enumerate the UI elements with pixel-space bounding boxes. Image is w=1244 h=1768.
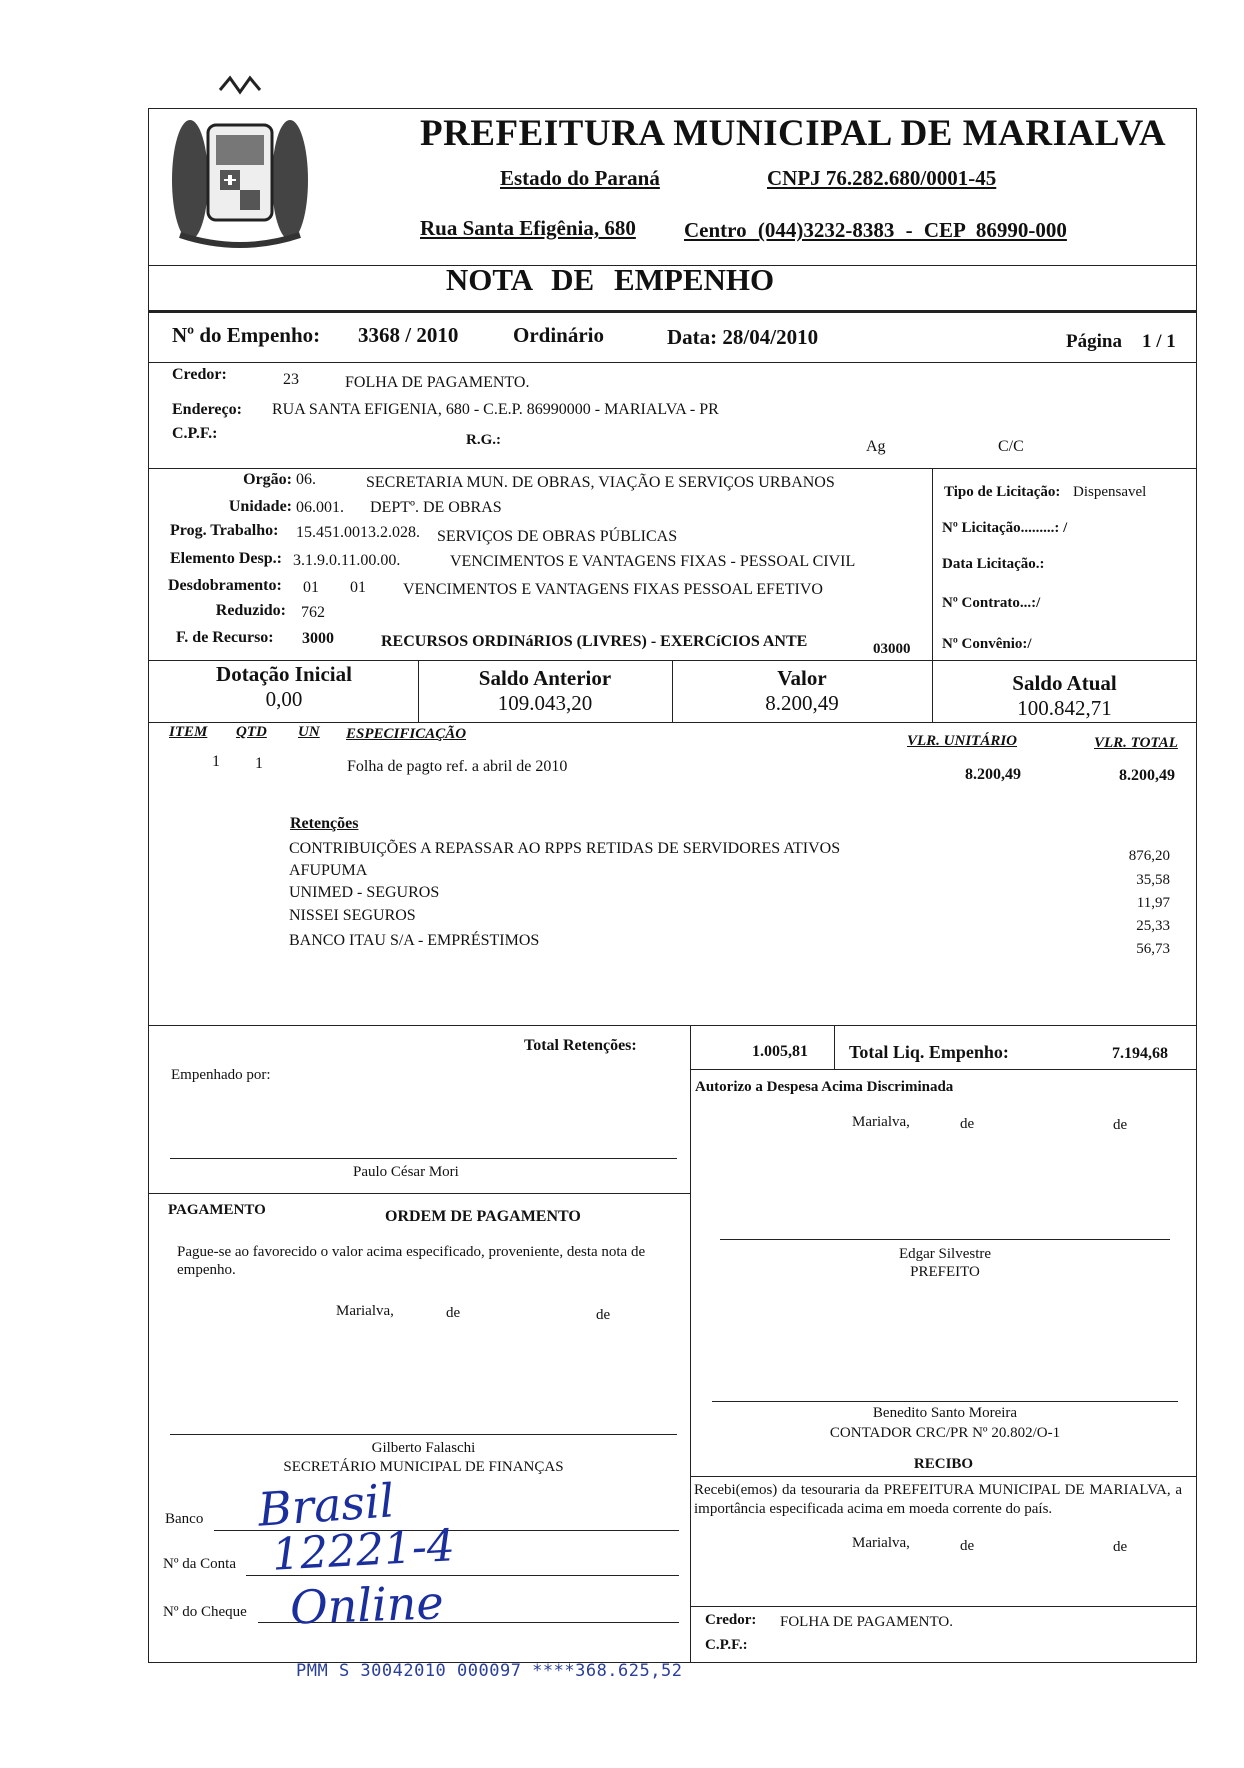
- cnpj-label: CNPJ 76.282.680/0001-45: [767, 166, 997, 190]
- saldo-anterior-label: Saldo Anterior: [478, 666, 612, 690]
- desdobramento-label: Desdobramento:: [168, 577, 282, 594]
- conta-handwritten: 12221-4: [270, 1520, 457, 1581]
- orgao-label: Orgão:: [243, 471, 292, 488]
- item-number: 1: [212, 753, 220, 770]
- recibo-de-1: de: [960, 1538, 975, 1554]
- valor-value: 8.200,49: [765, 691, 839, 715]
- reduzido-value: 762: [301, 604, 325, 621]
- total-liq-value: 7.194,68: [1112, 1045, 1168, 1062]
- contador-role: CONTADOR CRC/PR Nº 20.802/O-1: [829, 1425, 1061, 1441]
- account-label: C/C: [998, 438, 1024, 455]
- retencao-desc: CONTRIBUIÇÕES A REPASSAR AO RPPS RETIDAS DE SERVIDORES ATIVOS: [289, 840, 841, 857]
- street-label: Rua Santa Efigênia, 680: [420, 216, 636, 240]
- recurso-label: F. de Recurso:: [176, 629, 274, 646]
- retencao-value: 876,20: [1128, 848, 1170, 864]
- recibo-credor-label: Credor:: [705, 1612, 757, 1628]
- credor-code: 23: [283, 371, 299, 388]
- col-especificacao: ESPECIFICAÇÃO: [346, 726, 467, 742]
- endereco-label: Endereço:: [172, 401, 242, 418]
- cheque-handwritten: Online: [289, 1575, 445, 1635]
- recibo-title: RECIBO: [913, 1456, 974, 1472]
- municipality-title: PREFEITURA MUNICIPAL DE MARIALVA: [420, 113, 1167, 154]
- left-city: Marialva,: [336, 1303, 394, 1319]
- banco-handwritten: Brasil: [256, 1473, 396, 1537]
- signer-paulo: Paulo César Mori: [353, 1164, 459, 1180]
- total-retencoes-label: Total Retenções:: [524, 1037, 637, 1054]
- saldo-atual-label: Saldo Atual: [1012, 671, 1117, 695]
- autorizo-despesa: Autorizo a Despesa Acima Discriminada: [695, 1079, 954, 1095]
- recurso-name: RECURSOS ORDINáRIOS (LIVRES) - EXERCíCIOS ANTE: [381, 633, 808, 650]
- left-de-2: de: [596, 1307, 611, 1323]
- prog-label: Prog. Trabalho:: [170, 522, 279, 539]
- col-item: ITEM: [169, 724, 208, 740]
- orgao-name: SECRETARIA MUN. DE OBRAS, VIAÇÃO E SERVIÇOS URBANOS: [366, 474, 835, 491]
- dotacao-label: Dotação Inicial: [216, 662, 352, 686]
- page-label: Página: [1066, 331, 1122, 352]
- endereco-value: RUA SANTA EFIGENIA, 680 - C.E.P. 86990000 - MARIALVA - PR: [272, 401, 719, 418]
- document-title: NOTA DE EMPENHO: [445, 262, 775, 297]
- address-contact: Centro (044)3232-8383 - CEP 86990-000: [684, 218, 1067, 242]
- signer-gilberto-name: Gilberto Falaschi: [371, 1440, 476, 1456]
- cpf-label: C.P.F.:: [172, 425, 218, 442]
- retencao-desc: AFUPUMA: [289, 862, 368, 879]
- saldo-atual-value: 100.842,71: [1017, 696, 1112, 720]
- right-city: Marialva,: [852, 1114, 910, 1130]
- retencao-desc: UNIMED - SEGUROS: [289, 884, 440, 901]
- conta-label: Nº da Conta: [163, 1556, 236, 1572]
- empenhado-por-label: Empenhado por:: [171, 1067, 271, 1083]
- numero-convenio: Nº Convênio:/: [942, 636, 1032, 652]
- retencao-value: 11,97: [1136, 895, 1170, 911]
- elemento-name: VENCIMENTOS E VANTAGENS FIXAS - PESSOAL CIVIL: [450, 553, 856, 570]
- valor-label: Valor: [777, 666, 827, 690]
- item-vlr-unitario: 8.200,49: [965, 766, 1021, 783]
- retencao-desc: BANCO ITAU S/A - EMPRÉSTIMOS: [289, 932, 540, 949]
- payment-stamp: PMM S 30042010 000097 ****368.625,52: [296, 1661, 683, 1681]
- total-liq-label: Total Liq. Empenho:: [849, 1042, 1009, 1062]
- elemento-code: 3.1.9.0.11.00.00.: [293, 552, 401, 569]
- empenho-number: 3368 / 2010: [358, 323, 459, 347]
- retencao-value: 25,33: [1136, 918, 1170, 934]
- saldo-anterior-value: 109.043,20: [497, 691, 593, 715]
- signer-gilberto-role: SECRETÁRIO MUNICIPAL DE FINANÇAS: [283, 1459, 564, 1475]
- recurso-code: 3000: [302, 630, 334, 647]
- coat-of-arms-logo: [160, 70, 320, 250]
- empenho-type: Ordinário: [513, 323, 605, 347]
- pagamento-label: PAGAMENTO: [168, 1202, 266, 1218]
- col-vlr-unitario: VLR. UNITÁRIO: [907, 733, 1018, 749]
- total-retencoes-value: 1.005,81: [752, 1043, 808, 1060]
- credor-label: Credor:: [172, 366, 227, 383]
- desdobramento-name: VENCIMENTOS E VANTAGENS FIXAS PESSOAL EFETIVO: [403, 581, 823, 598]
- desdobramento-code-2: 01: [350, 579, 366, 596]
- data-licitacao: Data Licitação.:: [942, 556, 1045, 572]
- col-un: UN: [298, 724, 320, 740]
- dotacao-value: 0,00: [265, 687, 303, 711]
- cheque-label: Nº do Cheque: [163, 1604, 247, 1620]
- item-vlr-total: 8.200,49: [1119, 767, 1175, 784]
- left-de-1: de: [446, 1305, 461, 1321]
- recibo-city: Marialva,: [852, 1535, 910, 1551]
- agency-label: Ag: [866, 438, 886, 455]
- right-de-1: de: [960, 1116, 975, 1132]
- recurso-code-2: 03000: [873, 641, 911, 657]
- tipo-licitacao-label: Tipo de Licitação:: [944, 484, 1061, 500]
- recibo-de-2: de: [1113, 1539, 1128, 1555]
- recibo-credor-name: FOLHA DE PAGAMENTO.: [780, 1614, 953, 1630]
- recibo-text: Recebi(emos) da tesouraria da PREFEITURA MUNICIPAL DE MARIALVA, a importância especificada acima em moeda corrente do país.: [694, 1482, 1182, 1517]
- desdobramento-code-1: 01: [303, 579, 319, 596]
- ordem-pagamento-label: ORDEM DE PAGAMENTO: [385, 1208, 581, 1225]
- banco-label: Banco: [165, 1511, 204, 1527]
- page-number: 1 / 1: [1142, 331, 1176, 352]
- empenho-date: Data: 28/04/2010: [667, 325, 819, 349]
- retencao-value: 35,58: [1136, 872, 1170, 888]
- unidade-code: 06.001.: [296, 499, 344, 516]
- elemento-label: Elemento Desp.:: [170, 550, 282, 567]
- unidade-label: Unidade:: [228, 498, 292, 515]
- right-de-2: de: [1113, 1117, 1128, 1133]
- empenho-number-label: Nº do Empenho:: [172, 323, 321, 347]
- recibo-cpf-label: C.P.F.:: [705, 1637, 748, 1653]
- retencao-desc: NISSEI SEGUROS: [289, 907, 416, 924]
- credor-name: FOLHA DE PAGAMENTO.: [345, 374, 530, 391]
- tipo-licitacao-value: Dispensavel: [1073, 484, 1147, 500]
- reduzido-label: Reduzido:: [215, 602, 286, 619]
- prog-code: 15.451.0013.2.028.: [296, 524, 420, 541]
- item-qtd: 1: [255, 755, 263, 772]
- col-vlr-total: VLR. TOTAL: [1094, 735, 1178, 751]
- numero-contrato: Nº Contrato...:/: [942, 595, 1041, 611]
- retencao-value: 56,73: [1136, 941, 1170, 957]
- numero-licitacao: Nº Licitação.........: /: [942, 520, 1068, 536]
- contador-name: Benedito Santo Moreira: [872, 1405, 1018, 1421]
- orgao-code: 06.: [296, 471, 316, 488]
- retencoes-title: Retenções: [290, 815, 359, 832]
- unidade-name: DEPTº. DE OBRAS: [370, 499, 502, 516]
- pague-se-text: Pague-se ao favorecido o valor acima especificado, proveniente, desta nota de empenho.: [177, 1244, 646, 1278]
- prog-name: SERVIÇOS DE OBRAS PÚBLICAS: [437, 528, 678, 545]
- item-especificacao: Folha de pagto ref. a abril de 2010: [347, 758, 568, 775]
- col-qtd: QTD: [236, 724, 267, 740]
- state-label: Estado do Paraná: [500, 166, 660, 190]
- prefeito-role: PREFEITO: [910, 1264, 980, 1280]
- prefeito-name: Edgar Silvestre: [898, 1246, 992, 1262]
- rg-label: R.G.:: [466, 432, 501, 448]
